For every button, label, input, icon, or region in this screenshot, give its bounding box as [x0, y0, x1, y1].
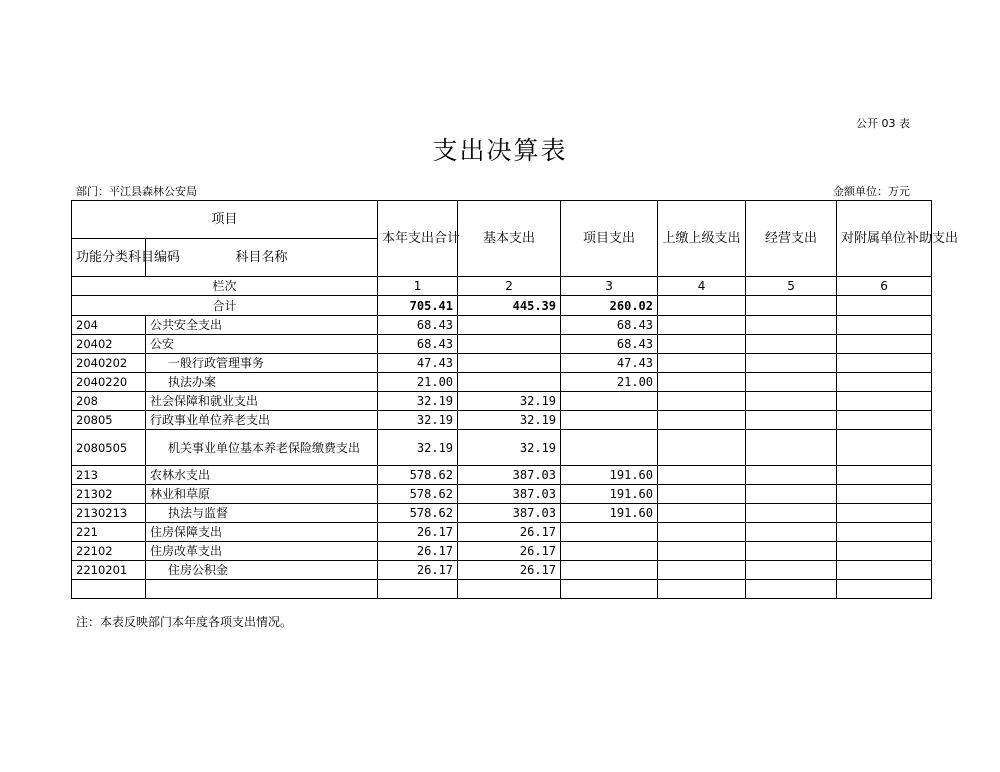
row-value — [458, 373, 561, 392]
row-value: 68.43 — [561, 335, 658, 354]
row-name: 林业和草原 — [146, 485, 378, 504]
row-value — [561, 561, 658, 580]
row-value — [658, 561, 746, 580]
row-name: 执法与监督 — [146, 504, 378, 523]
row-value — [658, 335, 746, 354]
row-value — [746, 392, 837, 411]
footnote: 注：本表反映部门本年度各项支出情况。 — [76, 615, 293, 629]
row-value — [658, 316, 746, 335]
row-value: 387.03 — [458, 485, 561, 504]
row-value — [837, 316, 932, 335]
table-row — [72, 335, 932, 354]
row-value — [746, 523, 837, 542]
row-value: 191.60 — [561, 504, 658, 523]
row-value — [746, 411, 837, 430]
row-value — [837, 466, 932, 485]
row-value — [837, 335, 932, 354]
row-value — [658, 523, 746, 542]
row-value: 32.19 — [458, 411, 561, 430]
row-name: 住房保障支出 — [146, 523, 378, 542]
row-value — [746, 316, 837, 335]
row-value: 47.43 — [561, 354, 658, 373]
row-value — [658, 430, 746, 466]
row-value — [746, 430, 837, 466]
row-value — [561, 523, 658, 542]
header-business: 经营支出 — [746, 201, 837, 277]
row-value: 32.19 — [458, 392, 561, 411]
row-name: 住房公积金 — [146, 561, 378, 580]
row-value — [837, 392, 932, 411]
page-title: 支出决算表 — [432, 136, 568, 165]
row-value — [837, 485, 932, 504]
row-value: 32.19 — [378, 411, 458, 430]
row-name: 公共安全支出 — [146, 316, 378, 335]
total-value: 705.41 — [378, 296, 458, 316]
row-value — [561, 392, 658, 411]
row-value: 68.43 — [378, 316, 458, 335]
row-value — [746, 542, 837, 561]
row-value: 21.00 — [561, 373, 658, 392]
row-name: 机关事业单位基本养老保险缴费支出 — [146, 430, 378, 466]
index-num: 4 — [658, 277, 746, 296]
row-value: 26.17 — [458, 561, 561, 580]
row-value — [458, 354, 561, 373]
row-code: 2130213 — [72, 504, 146, 523]
table-row — [72, 392, 932, 411]
row-name: 执法办案 — [146, 373, 378, 392]
row-value — [561, 580, 658, 599]
row-value: 191.60 — [561, 485, 658, 504]
row-value — [746, 373, 837, 392]
row-value — [561, 411, 658, 430]
row-value: 68.43 — [561, 316, 658, 335]
table-row — [72, 373, 932, 392]
row-code: 2080505 — [72, 430, 146, 466]
row-value — [458, 316, 561, 335]
row-value: 578.62 — [378, 466, 458, 485]
index-label: 栏次 — [72, 277, 378, 296]
unit-label: 金额单位：万元 — [833, 185, 910, 198]
total-value — [658, 296, 746, 316]
table-row — [72, 316, 932, 335]
row-value: 32.19 — [378, 392, 458, 411]
row-value — [837, 354, 932, 373]
row-name: 住房改革支出 — [146, 542, 378, 561]
row-value — [837, 523, 932, 542]
department-label: 部门：平江县森林公安局 — [76, 185, 197, 198]
row-code: 22102 — [72, 542, 146, 561]
index-num: 1 — [378, 277, 458, 296]
row-value: 32.19 — [458, 430, 561, 466]
row-value: 387.03 — [458, 466, 561, 485]
row-name: 行政事业单位养老支出 — [146, 411, 378, 430]
index-row — [72, 277, 932, 296]
row-value — [378, 580, 458, 599]
index-num: 2 — [458, 277, 561, 296]
row-code: 208 — [72, 392, 146, 411]
row-value — [746, 335, 837, 354]
total-row — [72, 296, 932, 316]
row-value — [837, 580, 932, 599]
row-code: 213 — [72, 466, 146, 485]
row-code: 20805 — [72, 411, 146, 430]
row-code: 204 — [72, 316, 146, 335]
row-value: 26.17 — [378, 542, 458, 561]
expenditure-table — [71, 200, 959, 599]
row-value — [458, 580, 561, 599]
total-label: 合计 — [72, 296, 378, 316]
row-value — [746, 580, 837, 599]
row-code: 221 — [72, 523, 146, 542]
table-row — [72, 561, 932, 580]
header-subsidy: 对附属单位补助支出 — [837, 201, 932, 277]
row-value — [458, 335, 561, 354]
header-project: 项目支出 — [561, 201, 658, 277]
row-name: 一般行政管理事务 — [146, 354, 378, 373]
index-num: 5 — [746, 277, 837, 296]
row-code: 2040220 — [72, 373, 146, 392]
row-value — [746, 504, 837, 523]
row-value: 26.17 — [458, 542, 561, 561]
row-value — [746, 561, 837, 580]
table-row — [72, 466, 932, 485]
row-value — [658, 392, 746, 411]
row-value — [837, 542, 932, 561]
table-row — [72, 485, 932, 504]
row-code — [72, 580, 146, 599]
header-remit: 上缴上级支出 — [658, 201, 746, 277]
row-value — [658, 411, 746, 430]
row-value: 47.43 — [378, 354, 458, 373]
row-value: 578.62 — [378, 485, 458, 504]
table-row — [72, 580, 932, 599]
row-value: 387.03 — [458, 504, 561, 523]
total-value — [746, 296, 837, 316]
row-value: 68.43 — [378, 335, 458, 354]
index-num: 3 — [561, 277, 658, 296]
row-value — [658, 373, 746, 392]
table-row — [72, 430, 932, 466]
row-value — [658, 580, 746, 599]
row-value — [561, 542, 658, 561]
header-basic: 基本支出 — [458, 201, 561, 277]
row-name: 农林水支出 — [146, 466, 378, 485]
row-value — [837, 504, 932, 523]
row-name: 公安 — [146, 335, 378, 354]
row-value: 32.19 — [378, 430, 458, 466]
table-row — [72, 411, 932, 430]
table-row — [72, 523, 932, 542]
row-value: 26.17 — [378, 523, 458, 542]
row-value: 26.17 — [378, 561, 458, 580]
row-value — [837, 561, 932, 580]
row-value: 191.60 — [561, 466, 658, 485]
header-total: 本年支出合计 — [378, 201, 458, 277]
row-value — [561, 430, 658, 466]
row-code: 21302 — [72, 485, 146, 504]
header-subject-name: 科目名称 — [146, 239, 378, 277]
row-value — [658, 485, 746, 504]
header-item: 项目 — [72, 201, 378, 239]
row-code: 2210201 — [72, 561, 146, 580]
row-code: 2040202 — [72, 354, 146, 373]
row-value — [658, 504, 746, 523]
row-value — [746, 354, 837, 373]
total-value: 445.39 — [458, 296, 561, 316]
row-value — [746, 485, 837, 504]
row-value — [837, 430, 932, 466]
row-value — [658, 542, 746, 561]
form-number: 公开 03 表 — [856, 117, 910, 130]
row-value: 26.17 — [458, 523, 561, 542]
row-value — [746, 466, 837, 485]
table-row — [72, 354, 932, 373]
row-name — [146, 580, 378, 599]
row-name: 社会保障和就业支出 — [146, 392, 378, 411]
header-func-code: 功能分类科目编码 — [72, 239, 146, 277]
row-value — [837, 373, 932, 392]
row-value: 21.00 — [378, 373, 458, 392]
index-num: 6 — [837, 277, 932, 296]
row-value — [837, 411, 932, 430]
row-value — [658, 466, 746, 485]
table-row — [72, 504, 932, 523]
total-value — [837, 296, 932, 316]
row-code: 20402 — [72, 335, 146, 354]
total-value: 260.02 — [561, 296, 658, 316]
table-row — [72, 542, 932, 561]
row-value — [658, 354, 746, 373]
row-value: 578.62 — [378, 504, 458, 523]
